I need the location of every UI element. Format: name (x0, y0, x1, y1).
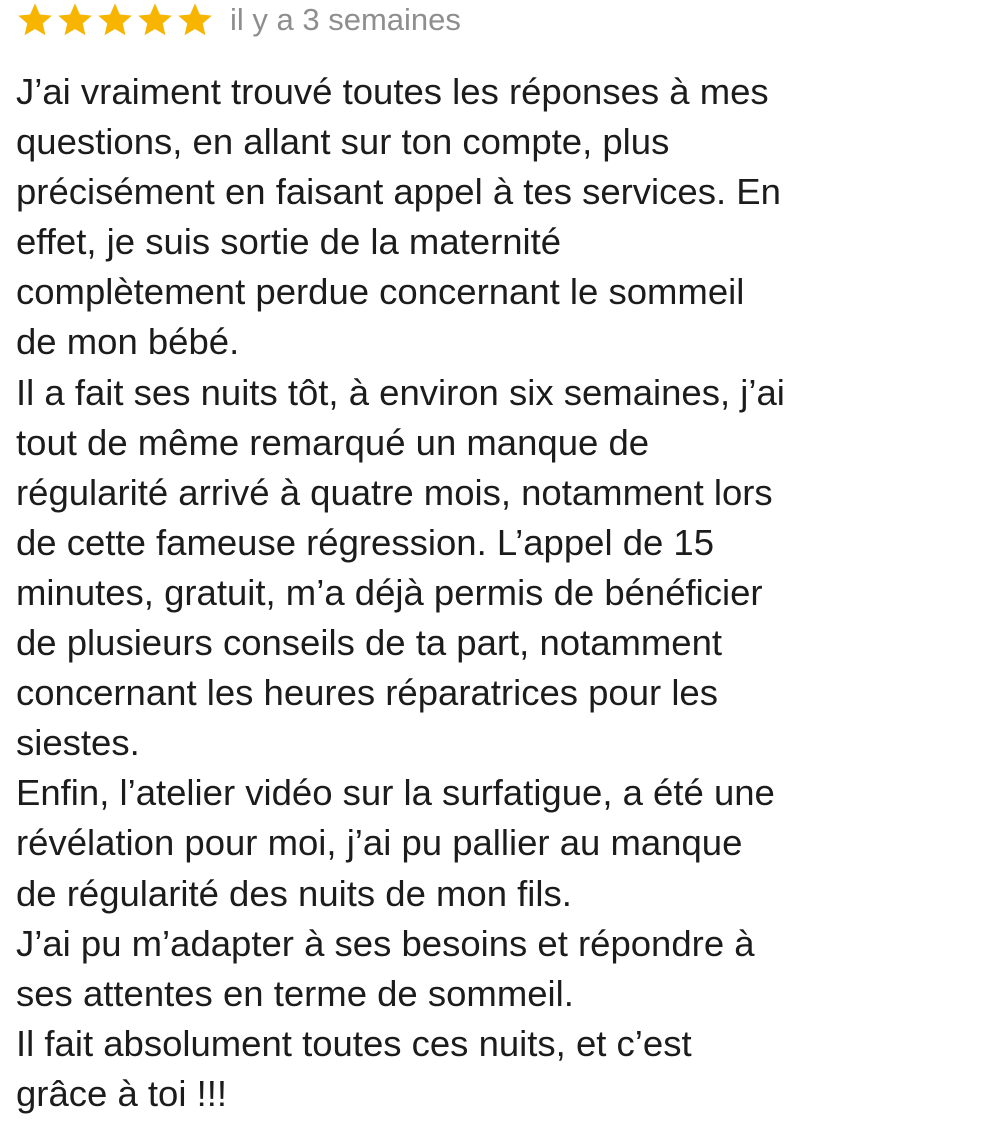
star-icon (56, 1, 94, 39)
review-text-line: concernant les heures réparatrices pour les (16, 672, 718, 714)
review-text-line: siestes. (16, 722, 140, 764)
review-text-line: Il fait absolument toutes ces nuits, et c’est (16, 1022, 692, 1064)
review-text-line: grâce à toi !!! (16, 1072, 227, 1114)
review-text-line: effet, je suis sortie de la maternité (16, 221, 562, 263)
review-text-line: complètement perdue concernant le sommeil (16, 271, 745, 313)
review-text-line: Il a fait ses nuits tôt, à environ six semaines, j’ai (16, 371, 785, 413)
review-text-line: de plusieurs conseils de ta part, notamment (16, 622, 723, 664)
rating-row (16, 0, 461, 40)
review-date: il y a 3 semaines (230, 2, 461, 37)
review-text-line: tout de même remarqué un manque de (16, 421, 650, 463)
review-text-line: minutes, gratuit, m’a déjà permis de bénéficier (16, 571, 763, 613)
star-icon (96, 1, 134, 39)
review-text-line: de régularité des nuits de mon fils. (16, 872, 572, 914)
star-rating (16, 1, 214, 39)
star-icon (136, 1, 174, 39)
review-text-line: J’ai pu m’adapter à ses besoins et répondre à (16, 922, 755, 964)
review-text-line: de mon bébé. (16, 321, 240, 363)
star-icon (16, 1, 54, 39)
review-text-line: révélation pour moi, j’ai pu pallier au manque (16, 822, 743, 864)
review-text-line: J’ai vraiment trouvé toutes les réponses à mes (16, 71, 769, 112)
review-text-line: de cette fameuse régression. L’appel de 15 (16, 521, 715, 563)
review-text-line: questions, en allant sur ton compte, plus (16, 121, 670, 163)
review-text-line: ses attentes en terme de sommeil. (16, 972, 574, 1014)
review-text-line: Enfin, l’atelier vidéo sur la surfatigue, a été une (16, 772, 775, 814)
review-text (16, 67, 976, 1119)
review-text-line: précisément en faisant appel à tes services. En (16, 171, 781, 213)
review-text-line: régularité arrivé à quatre mois, notamment lors (16, 471, 773, 513)
star-icon (176, 1, 214, 39)
